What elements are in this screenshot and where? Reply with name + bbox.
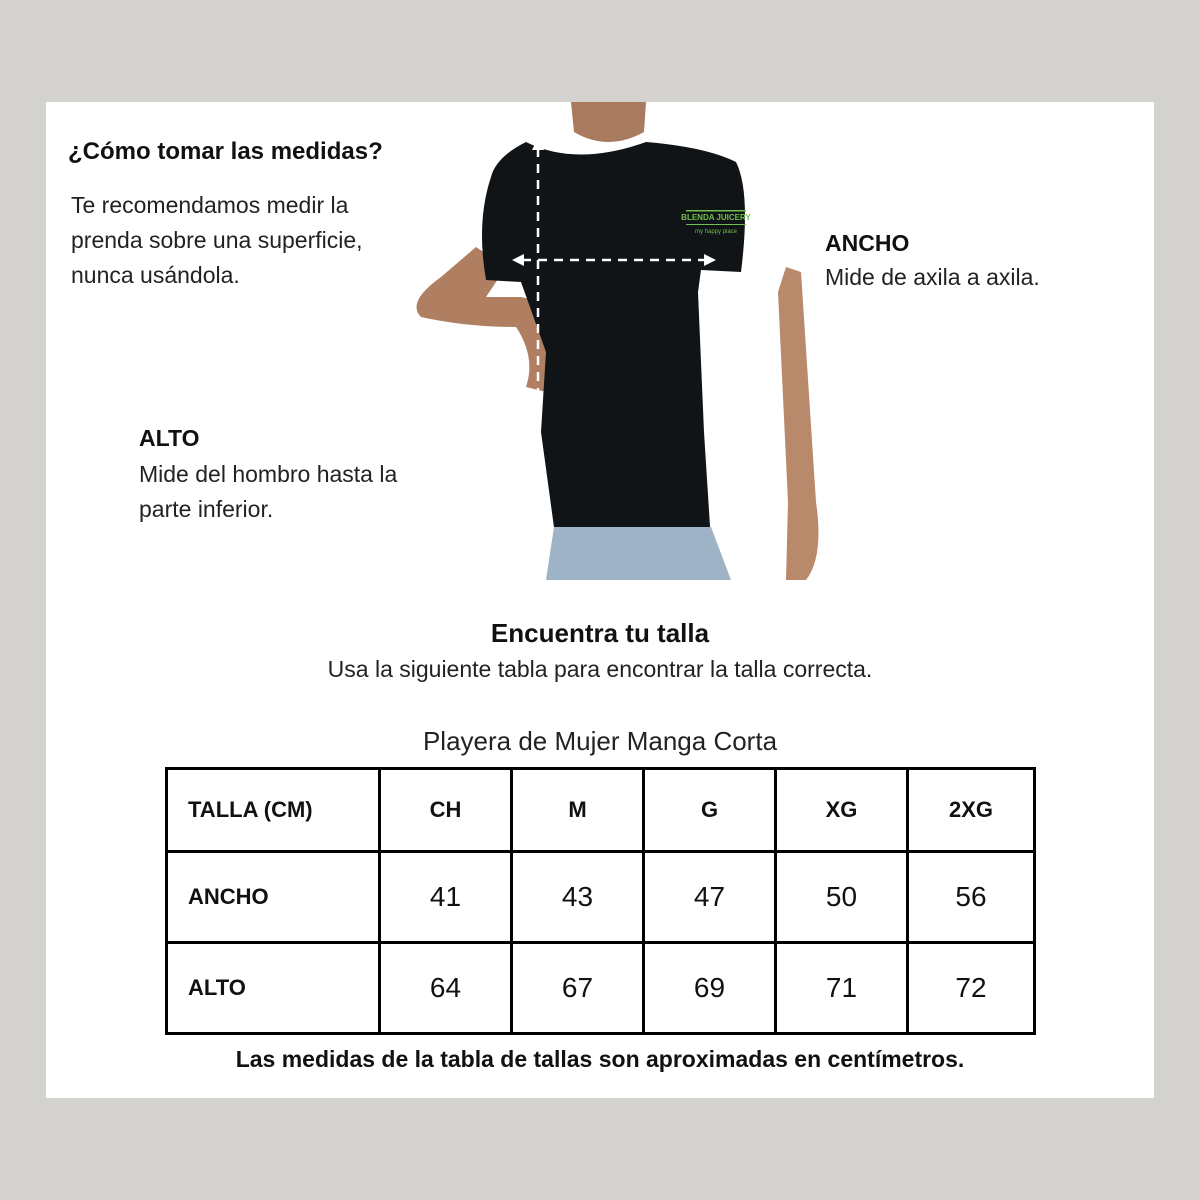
size-note: Las medidas de la tabla de tallas son aproximadas en centímetros. [235,1046,965,1072]
table-caption: Playera de Mujer Manga Corta [422,726,778,756]
header-cell: CH [380,769,512,852]
table-row [167,852,1035,943]
row-label: ANCHO [167,852,380,943]
shirt-tagline-text: my happy place [694,229,738,235]
ancho-label: ANCHO [825,230,910,256]
table-cell: 67 [512,943,644,1034]
how-to-measure-text: Te recomendamos medir la prenda sobre una superficie, nunca usándola. [71,192,363,288]
row-label: ALTO [167,943,380,1034]
find-size-title: Encuentra tu talla [490,618,710,648]
table-row [167,943,1035,1034]
table-cell: 69 [644,943,776,1034]
header-cell: M [512,769,644,852]
table-cell: 41 [380,852,512,943]
table-cell: 71 [776,943,908,1034]
ancho-description: Mide de axila a axila. [825,264,1040,290]
how-to-measure-title: ¿Cómo tomar las medidas? [68,138,383,165]
table-cell: 72 [908,943,1035,1034]
alto-label: ALTO [139,425,200,451]
table-cell: 56 [908,852,1035,943]
table-header-row [167,769,1035,852]
header-cell: G [644,769,776,852]
table-cell: 50 [776,852,908,943]
header-cell: TALLA (CM) [167,769,380,852]
header-cell: 2XG [908,769,1035,852]
header-cell: XG [776,769,908,852]
table-cell: 64 [380,943,512,1034]
size-table [165,767,1036,1035]
size-guide-card [46,102,1154,1098]
table-cell: 47 [644,852,776,943]
alto-description: Mide del hombro hasta la parte inferior. [139,461,398,522]
find-size-subtitle: Usa la siguiente tabla para encontrar la talla correcta. [327,656,873,682]
shirt-brand-text: BLENDA JUICERY [681,213,751,222]
table-cell: 43 [512,852,644,943]
